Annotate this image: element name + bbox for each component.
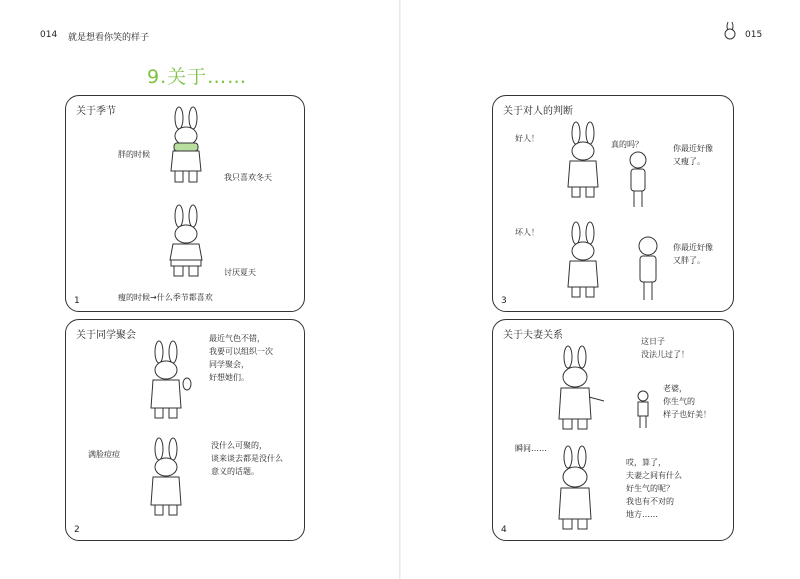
chapter-title: 9.关于……	[147, 66, 248, 88]
speech-line: 夫妻之间有什么	[626, 471, 682, 480]
panel-title: 关于季节	[76, 106, 116, 117]
speech-line: 没什么可聚的，	[211, 441, 267, 450]
speech-line: 你最近好像	[673, 144, 713, 153]
speech-line: 我要可以组织一次	[209, 347, 273, 356]
speech-line: 老婆，	[663, 384, 687, 393]
caption-instant: 瞬间……	[515, 444, 547, 453]
husband-figure-illustration	[633, 390, 653, 430]
speech-good-person: 好人！	[515, 134, 539, 143]
speech-line: 意义的话题。	[211, 467, 259, 476]
panel-title: 关于对人的判断	[503, 106, 573, 117]
speech-line: 样子也好美！	[663, 410, 711, 419]
speech-line: 没法儿过了！	[641, 350, 689, 359]
speech-line: 最近气色不错，	[209, 334, 265, 343]
panel-4	[492, 319, 734, 541]
rabbit-with-scarf-illustration	[161, 106, 211, 186]
speech-line: 又瘦了。	[673, 157, 705, 166]
rabbit-pimples-illustration	[141, 437, 201, 522]
speech-line: 你最近好像	[673, 243, 713, 252]
panel-number: 3	[501, 296, 507, 306]
rabbit-grumpy-illustration	[558, 221, 608, 301]
speech-line: 谈来谈去都是没什么	[211, 454, 283, 463]
speech-line: 又胖了。	[673, 256, 705, 265]
caption-pimples: 满脸痘痘	[88, 450, 120, 459]
panel-title: 关于夫妻关系	[503, 330, 563, 341]
caption-thin: 瘦的时候→什么季节都喜欢	[118, 293, 213, 302]
panel-1	[65, 95, 305, 312]
speech-line: 哎，算了，	[626, 458, 666, 467]
rabbit-summer-illustration	[161, 204, 211, 284]
rabbit-happy-illustration	[558, 121, 608, 201]
panel-3	[492, 95, 734, 312]
speech-line: 我也有不对的	[626, 497, 674, 506]
rabbit-calm-illustration	[548, 445, 608, 535]
speech-line: 同学聚会，	[209, 360, 249, 369]
caption-like-winter: 我只喜欢冬天	[224, 173, 272, 182]
bunny-doodle-icon	[722, 20, 738, 42]
speech-bad-person: 坏人！	[515, 228, 539, 237]
left-page-number: 014	[40, 30, 58, 40]
speech-line: 好想她们。	[209, 373, 249, 382]
panel-number: 1	[74, 296, 80, 306]
speech-line: 这日子	[641, 337, 665, 346]
speech-really: 真的吗？	[611, 140, 643, 149]
rabbit-with-mirror-illustration	[141, 340, 201, 425]
caption-fat: 胖的时候	[118, 150, 150, 159]
caption-hate-summer: 讨厌夏天	[224, 268, 256, 277]
panel-title: 关于同学聚会	[76, 330, 136, 341]
stick-figure-illustration	[623, 151, 653, 211]
left-running-title: 就是想看你笑的样子	[68, 33, 150, 43]
stick-figure-illustration	[633, 236, 663, 306]
book-spine	[399, 0, 401, 579]
speech-line: 好生气的呢？	[626, 484, 674, 493]
right-page-number: 015	[745, 30, 763, 40]
speech-line: 地方……	[626, 510, 658, 519]
panel-number: 2	[74, 525, 80, 535]
rabbit-angry-illustration	[548, 345, 608, 435]
panel-number: 4	[501, 525, 507, 535]
panel-2	[65, 319, 305, 541]
speech-line: 你生气的	[663, 397, 695, 406]
